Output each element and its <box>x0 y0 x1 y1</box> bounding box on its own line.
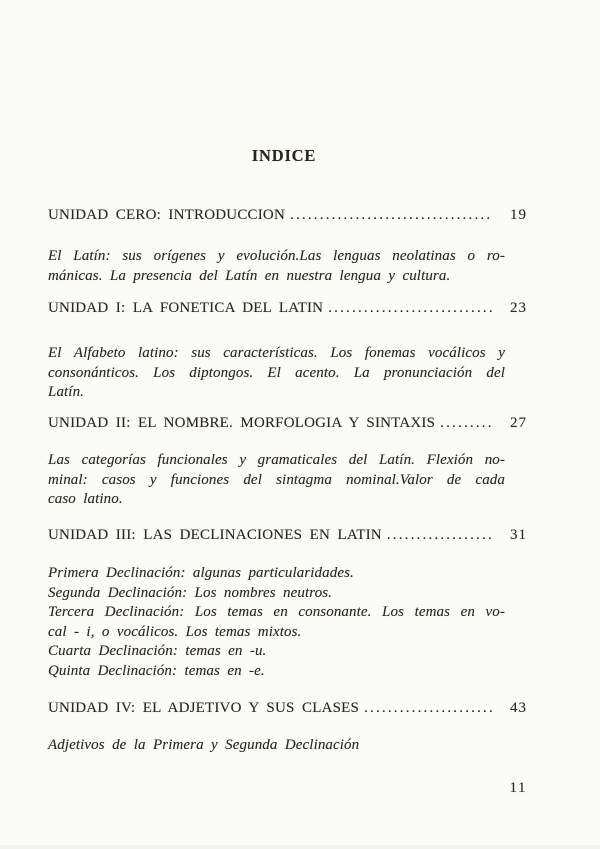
page-title: INDICE <box>251 146 317 165</box>
toc-description-line: Latín. <box>48 384 85 400</box>
toc-description-line: Tercera Declinación: Los temas en consonante. Los temas en vo- <box>48 604 505 620</box>
toc-entry-description <box>48 344 505 403</box>
toc-entry-page-number: 27 <box>510 415 527 431</box>
toc-entry-heading: UNIDAD CERO: INTRODUCCION <box>48 207 285 223</box>
toc-dot-leader <box>364 700 492 717</box>
toc-entry-heading: UNIDAD I: LA FONETICA DEL LATIN <box>48 300 324 316</box>
toc-dot-leader <box>328 300 492 317</box>
toc-description-line: Quinta Declinación: temas en -e. <box>48 662 265 679</box>
toc-description-line: cal - i, o vocálicos. Los temas mixtos. <box>48 623 302 640</box>
toc-entry-description <box>48 564 505 681</box>
toc-description-line: consonánticos. Los diptongos. El acento. La pronunciación del <box>48 364 505 381</box>
toc-dot-leader <box>290 207 492 224</box>
toc-dot-leader <box>440 415 492 432</box>
toc-description-line: El Alfabeto latino: sus características. Los fonemas vocálicos y <box>48 345 505 361</box>
toc-dot-leader <box>387 527 492 544</box>
toc-description-line: Segunda Declinación: Los nombres neutros. <box>48 584 333 601</box>
toc-description-line: Las categorías funcionales y gramaticales del Latín. Flexión no- <box>48 452 505 468</box>
toc-entry-page-number: 19 <box>510 207 527 223</box>
toc-entry-heading: UNIDAD II: EL NOMBRE. MORFOLOGIA Y SINTAXIS <box>48 415 436 431</box>
toc-entry-page-number: 43 <box>510 700 527 716</box>
toc-description-line: minal: casos y funciones del sintagma nominal.Valor de cada <box>48 471 505 488</box>
toc-description-line: El Latín: sus orígenes y evolución.Las lenguas neolatinas o ro- <box>48 248 505 264</box>
toc-description-line: mánicas. La presencia del Latín en nuestra lengua y cultura. <box>48 267 451 284</box>
toc-entry-page-number: 31 <box>510 527 527 543</box>
toc-description-line: Primera Declinación: algunas particularidades. <box>48 565 354 581</box>
toc-description-line: Cuarta Declinación: temas en -u. <box>48 643 267 659</box>
toc-entry-heading: UNIDAD IV: EL ADJETIVO Y SUS CLASES <box>48 700 360 716</box>
toc-entry <box>48 527 527 544</box>
toc-entry <box>48 415 527 432</box>
toc-entry <box>48 700 527 717</box>
toc-description-line: Adjetivos de la Primera y Segunda Declinación <box>48 737 360 753</box>
toc-entry-description <box>48 451 505 510</box>
toc-description-line: caso latino. <box>48 491 123 507</box>
toc-entry-description <box>48 736 505 756</box>
toc-entry <box>48 300 527 317</box>
toc-entry-description <box>48 247 505 286</box>
toc-entry-page-number: 23 <box>510 300 527 316</box>
toc-entry <box>48 207 527 224</box>
toc-entry-heading: UNIDAD III: LAS DECLINACIONES EN LATIN <box>48 527 382 543</box>
page-number: 11 <box>509 780 527 796</box>
